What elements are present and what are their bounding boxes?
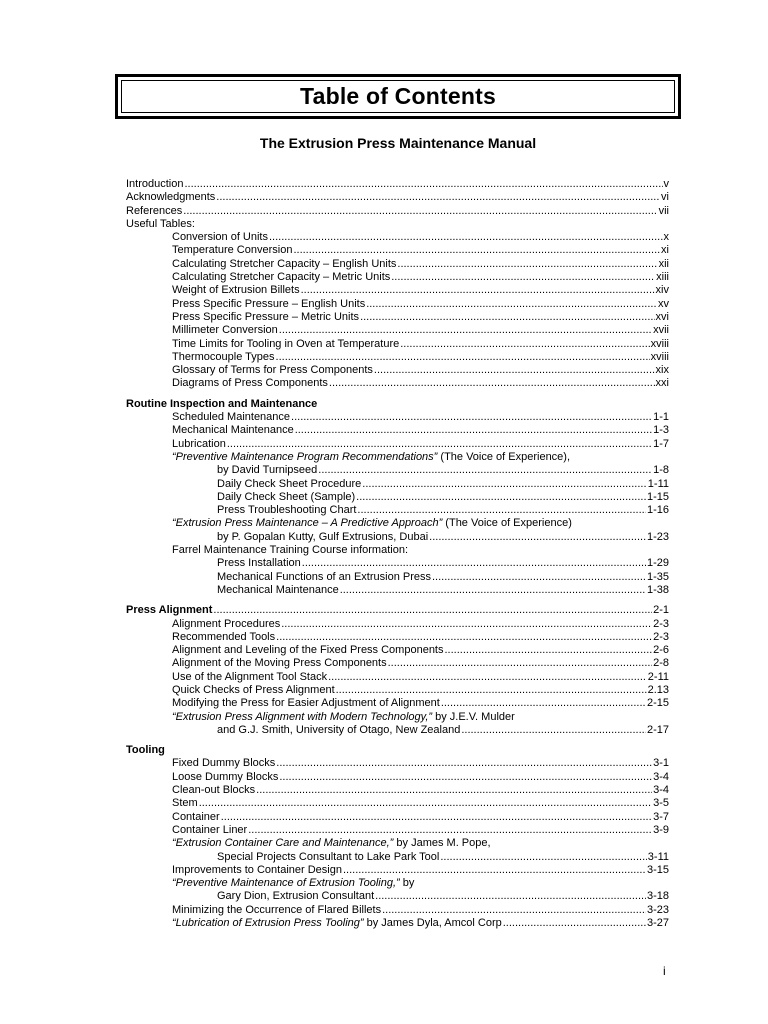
toc-entry-page: 2-6 (653, 644, 669, 657)
toc-entry-title (172, 877, 414, 890)
toc-entry (126, 324, 669, 337)
toc-entry-title (217, 491, 355, 504)
toc-entry-page: 2-11 (647, 670, 669, 683)
toc-entry (126, 298, 669, 311)
toc-entry-title (172, 364, 373, 377)
toc-dot-leader (281, 618, 652, 631)
toc-entry-page: 1-35 (646, 570, 669, 583)
toc-entry-title (172, 311, 359, 324)
toc-entry-page: xi (661, 244, 669, 257)
toc-entry-page: 1-11 (647, 477, 669, 490)
toc-entry (126, 784, 669, 797)
toc-dot-leader (295, 424, 652, 437)
toc-entry (126, 697, 669, 710)
toc-entry-title (126, 205, 182, 218)
toc-entry (126, 504, 669, 517)
toc-dot-leader (256, 784, 652, 797)
toc-entry (126, 797, 669, 810)
toc-entry (126, 478, 669, 491)
toc-entry-title (172, 917, 502, 930)
toc-entry (126, 757, 669, 770)
toc-entry-text: Use of the Alignment Tool Stack (172, 670, 328, 683)
toc-entry-article-title: “Lubrication of Extrusion Press Tooling” (172, 917, 364, 930)
toc-entry-page: 2-17 (646, 723, 669, 736)
toc-entry-text: References (126, 204, 183, 217)
toc-entry-page: xviii (650, 350, 669, 363)
toc-entry-page: 3-4 (653, 784, 669, 797)
toc-entry-page: xiii (656, 271, 669, 284)
toc-entry-page: 3-7 (653, 810, 669, 823)
toc-entry-text: Press Specific Pressure – English Units (172, 297, 366, 310)
toc-dot-leader (374, 364, 655, 377)
toc-dot-leader (269, 231, 663, 244)
toc-dot-leader (445, 644, 653, 657)
toc-entry-page: 2-8 (653, 657, 669, 670)
toc-dot-leader (329, 377, 655, 390)
toc-entry (126, 824, 669, 837)
toc-entry-text: Useful Tables: (126, 217, 195, 230)
toc-entry-page: 1-15 (646, 490, 669, 503)
toc-dot-leader (382, 904, 646, 917)
toc-dot-leader (375, 890, 646, 903)
toc-dot-leader (400, 338, 649, 351)
toc-entry-title (217, 724, 460, 737)
toc-entry-text: Stem (172, 797, 198, 810)
toc-entry-article-title: “Extrusion Container Care and Maintenance,” (172, 837, 394, 850)
toc-entry-page: xviii (650, 337, 669, 350)
toc-entry-title (172, 684, 335, 697)
toc-dot-leader (227, 438, 652, 451)
toc-entry-page: xiv (655, 284, 669, 297)
toc-entry-text: Quick Checks of Press Alignment (172, 683, 335, 696)
toc-entry-page: 1-1 (653, 411, 669, 424)
toc-entry-text: by J.E.V. Mulder (432, 710, 515, 723)
toc-dot-leader (340, 584, 646, 597)
toc-entry-title (217, 851, 439, 864)
toc-entry-page: xix (655, 364, 669, 377)
toc-entry-page: 2.13 (647, 683, 669, 696)
toc-dot-leader (328, 671, 647, 684)
toc-entry (126, 517, 669, 530)
toc-entry-text: Glossary of Terms for Press Components (172, 364, 373, 377)
toc-entry (126, 904, 669, 917)
toc-entry-article-title: “Preventive Maintenance of Extrusion Tooling,” (172, 877, 400, 890)
toc-entry-title (172, 797, 198, 810)
toc-entry-text: by James M. Pope, (393, 837, 491, 850)
toc-entry-title (172, 631, 275, 644)
toc-entry-title (126, 604, 212, 617)
toc-entry-text: Acknowledgments (126, 191, 216, 204)
toc-entry-text: (The Voice of Experience), (437, 450, 571, 463)
toc-entry-text: Temperature Conversion (172, 244, 293, 257)
toc-dot-leader (276, 351, 650, 364)
toc-dot-leader (184, 178, 662, 191)
toc-entry-title (172, 697, 440, 710)
toc-entry-text: Mechanical Functions of an Extrusion Press (217, 570, 431, 583)
toc-entry-text: Gary Dion, Extrusion Consultant (217, 890, 375, 903)
toc-entry-page: 2-1 (653, 604, 669, 617)
toc-entry-title (126, 178, 183, 191)
toc-dot-leader (293, 244, 660, 257)
toc-entry-text: Container (172, 810, 220, 823)
toc-dot-leader (356, 491, 646, 504)
toc-entry (126, 544, 669, 557)
toc-entry-text: Thermocouple Types (172, 350, 275, 363)
toc-entry-article-title: “Preventive Maintenance Program Recommendations” (172, 450, 438, 463)
toc-dot-leader (461, 724, 646, 737)
toc-dot-leader (199, 797, 652, 810)
toc-entry (126, 711, 669, 724)
title-frame (121, 80, 675, 113)
toc-dot-leader (248, 824, 652, 837)
toc-entry-title (217, 464, 317, 477)
toc-dot-leader (366, 298, 657, 311)
toc-entry-title (172, 298, 365, 311)
toc-entry-title (172, 438, 226, 451)
toc-entry-title (172, 644, 444, 657)
toc-entry-text: Conversion of Units (172, 231, 268, 244)
toc-entry-page: 1-38 (646, 583, 669, 596)
toc-entry-text: Farrel Maintenance Training Course information: (172, 544, 409, 557)
toc-entry (126, 438, 669, 451)
toc-entry-title (172, 864, 342, 877)
toc-entry-title (172, 338, 399, 351)
page-title: Table of Contents (300, 83, 496, 109)
toc-entry (126, 684, 669, 697)
toc-entry (126, 864, 669, 877)
toc-entry-page: 3-1 (653, 757, 669, 770)
toc-entry-page: 2-3 (653, 630, 669, 643)
toc-entry (126, 311, 669, 324)
toc-entry (126, 351, 669, 364)
toc-entry-page: xvi (655, 310, 669, 323)
toc-entry-text: Recommended Tools (172, 630, 276, 643)
toc-entry-page: 1-7 (653, 437, 669, 450)
toc-entry-page: 1-8 (653, 464, 669, 477)
toc-entry-page: 3-11 (647, 850, 669, 863)
toc-entry (126, 231, 669, 244)
toc-entry (126, 491, 669, 504)
toc-entry-text: Calculating Stretcher Capacity – Metric Units (172, 271, 391, 284)
toc-entry (126, 424, 669, 437)
toc-entry-page: x (663, 231, 669, 244)
toc-entry-title (172, 837, 491, 850)
toc-entry-title (217, 571, 431, 584)
toc-entry-page: 1-16 (646, 504, 669, 517)
toc-entry-text: Press Specific Pressure – Metric Units (172, 310, 360, 323)
toc-dot-leader (432, 571, 646, 584)
toc-entry-text: Alignment of the Moving Press Components (172, 657, 387, 670)
toc-entry-title (172, 271, 390, 284)
toc-entry (126, 411, 669, 424)
toc-entry-title (217, 584, 339, 597)
toc-entry-text: by (399, 877, 415, 890)
toc-entry (126, 258, 669, 271)
toc-dot-leader (221, 811, 652, 824)
toc-entry-title (172, 244, 292, 257)
footer-page-number: i (663, 964, 666, 978)
toc-entry-text: Tooling (126, 744, 165, 757)
toc-entry-text: Press Troubleshooting Chart (217, 504, 357, 517)
toc-entry-text: Loose Dummy Blocks (172, 770, 279, 783)
toc-entry-title (217, 531, 428, 544)
toc-entry-title (172, 284, 300, 297)
toc-dot-leader (318, 464, 652, 477)
title-box (115, 74, 681, 119)
toc-entry-text: Special Projects Consultant to Lake Park Tool (217, 850, 440, 863)
toc-dot-leader (391, 271, 655, 284)
toc-entry (126, 451, 669, 464)
toc-dot-leader (279, 771, 652, 784)
toc-entry-title (217, 890, 374, 903)
toc-entry-text: Clean-out Blocks (172, 784, 256, 797)
toc-entry-text: Daily Check Sheet Procedure (217, 477, 362, 490)
toc-entry-page: xv (658, 297, 669, 310)
toc-entry-text: Daily Check Sheet (Sample) (217, 490, 356, 503)
toc-entry-text: Fixed Dummy Blocks (172, 757, 276, 770)
toc-entry (126, 811, 669, 824)
toc-entry-page: 3-18 (646, 890, 669, 903)
toc-entry-page: 3-23 (646, 903, 669, 916)
toc-entry-title (172, 351, 275, 364)
toc-entry (126, 531, 669, 544)
toc-entry-text: by David Turnipseed (217, 464, 318, 477)
toc-entry (126, 584, 669, 597)
toc-entry (126, 851, 669, 864)
toc-entry-title (172, 711, 515, 724)
toc-entry (126, 671, 669, 684)
toc-entry-text: Press Alignment (126, 604, 213, 617)
toc-entry-text: Mechanical Maintenance (217, 583, 339, 596)
toc-entry-text: Diagrams of Press Components (172, 377, 328, 390)
toc-entry-title (172, 377, 328, 390)
toc-entry-title (172, 771, 278, 784)
toc-entry-page: 1-29 (646, 557, 669, 570)
toc-entry-title (172, 258, 396, 271)
toc-entry-title (217, 557, 301, 570)
toc-entry (126, 398, 669, 411)
toc-dot-leader (336, 684, 647, 697)
toc-entry-title (126, 744, 165, 757)
toc-entry-text: Minimizing the Occurrence of Flared Billets (172, 903, 382, 916)
toc-entry-title (172, 231, 268, 244)
toc-entry-title (126, 398, 317, 411)
toc-entry (126, 724, 669, 737)
toc-entry (126, 338, 669, 351)
toc-dot-leader (302, 557, 646, 570)
toc-dot-leader (357, 504, 646, 517)
toc-entry-text: Routine Inspection and Maintenance (126, 397, 318, 410)
toc-entry-title (172, 424, 294, 437)
toc-entry-title (172, 757, 275, 770)
toc-entry-text: Calculating Stretcher Capacity – English Units (172, 257, 397, 270)
toc-entry-title (172, 811, 220, 824)
toc-entry-text: Mechanical Maintenance (172, 424, 294, 437)
toc-entry-title (172, 904, 381, 917)
toc-entry-text: Scheduled Maintenance (172, 411, 291, 424)
toc-entry-text: Alignment Procedures (172, 617, 281, 630)
toc-entry (126, 657, 669, 670)
toc-entry-page: v (663, 178, 669, 190)
toc-entry (126, 364, 669, 377)
toc-entry (126, 917, 669, 930)
toc-entry-text: by James Dyla, Amcol Corp (363, 917, 502, 930)
toc-entry-text: Improvements to Container Design (172, 863, 342, 876)
toc-entry-text: Time Limits for Tooling in Oven at Temperature (172, 337, 400, 350)
toc-entry (126, 205, 669, 218)
toc-entry (126, 244, 669, 257)
toc-entry (126, 618, 669, 631)
toc-dot-leader (503, 917, 646, 930)
toc-entry-page: xxi (655, 377, 669, 390)
toc-dot-leader (441, 697, 646, 710)
toc-entry-title (217, 478, 361, 491)
toc-dot-leader (429, 531, 646, 544)
toc-entry-page: 3-9 (653, 823, 669, 836)
toc-dot-leader (291, 411, 652, 424)
toc-dot-leader (213, 604, 652, 617)
toc-entry (126, 218, 669, 231)
toc-entry-page: xvii (653, 324, 669, 337)
toc-entry-page: 3-15 (646, 863, 669, 876)
toc-dot-leader (276, 631, 652, 644)
toc-entry-title (172, 671, 327, 684)
toc-dot-leader (183, 205, 657, 218)
toc-entry (126, 890, 669, 903)
toc-entry-page: xii (658, 257, 669, 270)
toc-entry-text: Lubrication (172, 437, 226, 450)
toc-dot-leader (360, 311, 654, 324)
toc-entry (126, 604, 669, 617)
toc-dot-leader (362, 478, 647, 491)
toc-entry-title (172, 517, 572, 530)
toc-entry-title (172, 324, 278, 337)
toc-list (126, 178, 669, 930)
toc-dot-leader (216, 191, 660, 204)
toc-entry (126, 644, 669, 657)
toc-entry-page: 3-27 (646, 917, 669, 930)
toc-entry-page: 1-3 (653, 424, 669, 437)
toc-entry-title (172, 784, 255, 797)
toc-entry (126, 178, 669, 191)
toc-entry (126, 877, 669, 890)
toc-entry (126, 571, 669, 584)
toc-dot-leader (279, 324, 652, 337)
toc-entry-page: vii (658, 204, 669, 217)
toc-dot-leader (440, 851, 646, 864)
document-subtitle: The Extrusion Press Maintenance Manual (259, 135, 537, 151)
toc-entry (126, 557, 669, 570)
toc-entry-title (126, 218, 195, 231)
toc-entry (126, 837, 669, 850)
toc-entry-page: 3-4 (653, 770, 669, 783)
toc-entry (126, 377, 669, 390)
toc-entry-title (172, 657, 387, 670)
toc-dot-leader (343, 864, 646, 877)
toc-entry-text: Introduction (126, 178, 184, 190)
toc-entry-article-title: “Extrusion Press Alignment with Modern Technology,” (172, 710, 433, 723)
toc-entry (126, 631, 669, 644)
toc-entry-text: Container Liner (172, 823, 248, 836)
toc-entry-text: and G.J. Smith, University of Otago, New Zealand (217, 723, 461, 736)
toc-entry-text: Press Installation (217, 557, 301, 570)
toc-entry-page: 2-3 (653, 617, 669, 630)
toc-entry-text: by P. Gopalan Kutty, Gulf Extrusions, Dubai (217, 530, 429, 543)
toc-dot-leader (388, 657, 652, 670)
toc-entry-title (172, 824, 247, 837)
toc-entry (126, 271, 669, 284)
toc-entry-title (217, 504, 356, 517)
toc-entry-article-title: “Extrusion Press Maintenance – A Predictive Approach” (172, 517, 443, 530)
toc-entry-text: Weight of Extrusion Billets (172, 284, 300, 297)
toc-entry-page: 3-5 (653, 797, 669, 810)
toc-entry-text: Millimeter Conversion (172, 324, 278, 337)
toc-entry (126, 464, 669, 477)
toc-entry-title (172, 544, 408, 557)
toc-entry-text: (The Voice of Experience) (442, 517, 572, 530)
toc-dot-leader (301, 284, 655, 297)
toc-entry-page: 1-23 (646, 530, 669, 543)
toc-entry-page: vi (661, 191, 669, 204)
toc-dot-leader (397, 258, 657, 271)
toc-entry-title (172, 451, 570, 464)
toc-entry (126, 744, 669, 757)
toc-entry-text: Alignment and Leveling of the Fixed Press Components (172, 644, 444, 657)
toc-entry (126, 284, 669, 297)
toc-dot-leader (276, 757, 652, 770)
toc-entry-title (172, 411, 290, 424)
toc-entry-title (126, 191, 215, 204)
toc-entry (126, 771, 669, 784)
toc-entry-title (172, 618, 280, 631)
toc-entry-page: 2-15 (646, 697, 669, 710)
toc-entry (126, 191, 669, 204)
toc-entry-text: Modifying the Press for Easier Adjustment of Alignment (172, 697, 440, 710)
